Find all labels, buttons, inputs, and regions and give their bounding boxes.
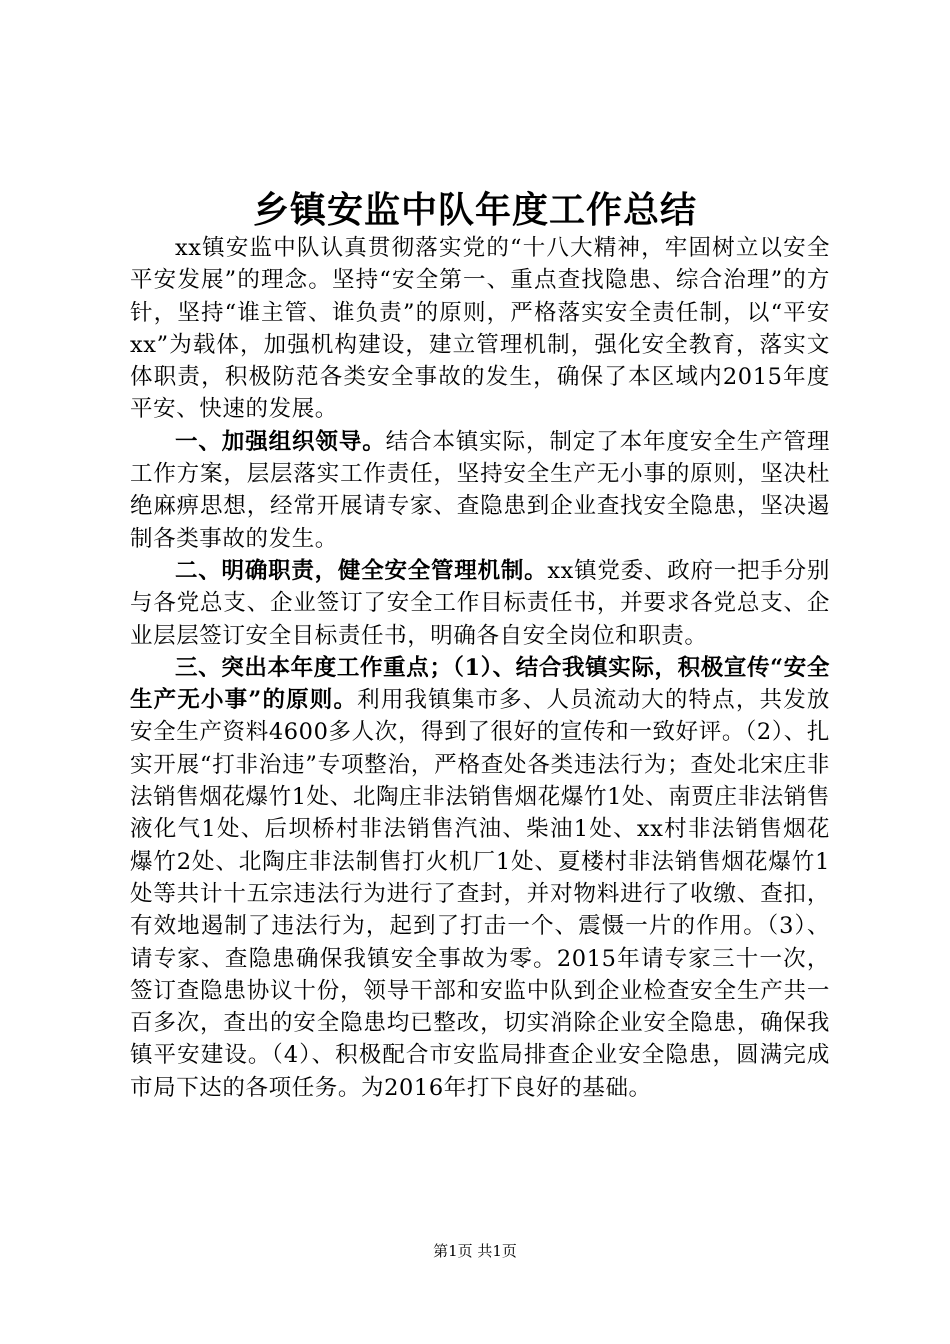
paragraph-intro bbox=[130, 232, 830, 426]
paragraph-text: xx镇党委、政府一把手分别与各党总支、企业签订了安全工作目标责任书，并要求各党总支、企业层层签订安全目标责任书，明确各自安全岗位和职责。 bbox=[130, 557, 830, 649]
section-heading: 一、加强组织领导。 bbox=[175, 428, 386, 455]
document-body bbox=[130, 232, 830, 1104]
paragraph-section-2 bbox=[130, 555, 830, 652]
paragraph-text: xx镇安监中队认真贯彻落实党的“十八大精神，牢固树立以安全平安发展”的理念。坚持“安全第一、重点查找隐患、综合治理”的方针，坚持“谁主管、谁负责”的原则，严格落实安全责任制，以“平安xx”为载体，加强机构建设，建立管理机制，强化安全教育，落实文体职责，积极防范各类安全事故的发生，确保了本区域内2015年度平安、快速的发展。 bbox=[130, 235, 830, 423]
paragraph-section-3 bbox=[130, 652, 830, 1104]
paragraph-section-1 bbox=[130, 426, 830, 555]
paragraph-text: 结合本镇实际，制定了本年度安全生产管理工作方案，层层落实工作责任，坚持安全生产无小事的原则，坚决杜绝麻痹思想，经常开展请专家、查隐患到企业查找安全隐患，坚决遏制各类事故的发生。 bbox=[130, 428, 830, 552]
section-heading: 二、明确职责，健全安全管理机制。 bbox=[175, 557, 548, 584]
document-title: 乡镇安监中队年度工作总结 bbox=[252, 189, 697, 231]
page-footer: 第1页 共1页 bbox=[433, 1242, 517, 1260]
section-heading: 三、突出本年度工作重点；（1）、结合我镇实际，积极宣传“安全生产无小事”的原则。 bbox=[130, 654, 830, 714]
paragraph-text: 利用我镇集市多、人员流动大的特点，共发放安全生产资料4600多人次，得到了很好的宣传和一致好评。（2）、扎实开展“打非治违”专项整治，严格查处各类违法行为；查处北宋庄非法销售烟花爆竹1处、北陶庄非法销售烟花爆竹1处、南贾庄非法销售液化气1处、后坝桥村非法销售汽油、柴油1处、xx村非法销售烟花爆竹2处、北陶庄非法制售打火机厂1处、夏楼村非法销售烟花爆竹1处等共计十五宗违法行为进行了查封，并对物料进行了收缴、查扣，有效地遏制了违法行为，起到了打击一个、震慑一片的作用。（3）、请专家、查隐患确保我镇安全事故为零。2015年请专家三十一次，签订查隐患协议十份，领导干部和安监中队到企业检查安全生产共一百多次，查出的安全隐患均已整改，切实消除企业安全隐患，确保我镇平安建设。（4）、积极配合市安监局排查企业安全隐患，圆满完成市局下达的各项任务。为2016年打下良好的基础。 bbox=[130, 687, 830, 1101]
